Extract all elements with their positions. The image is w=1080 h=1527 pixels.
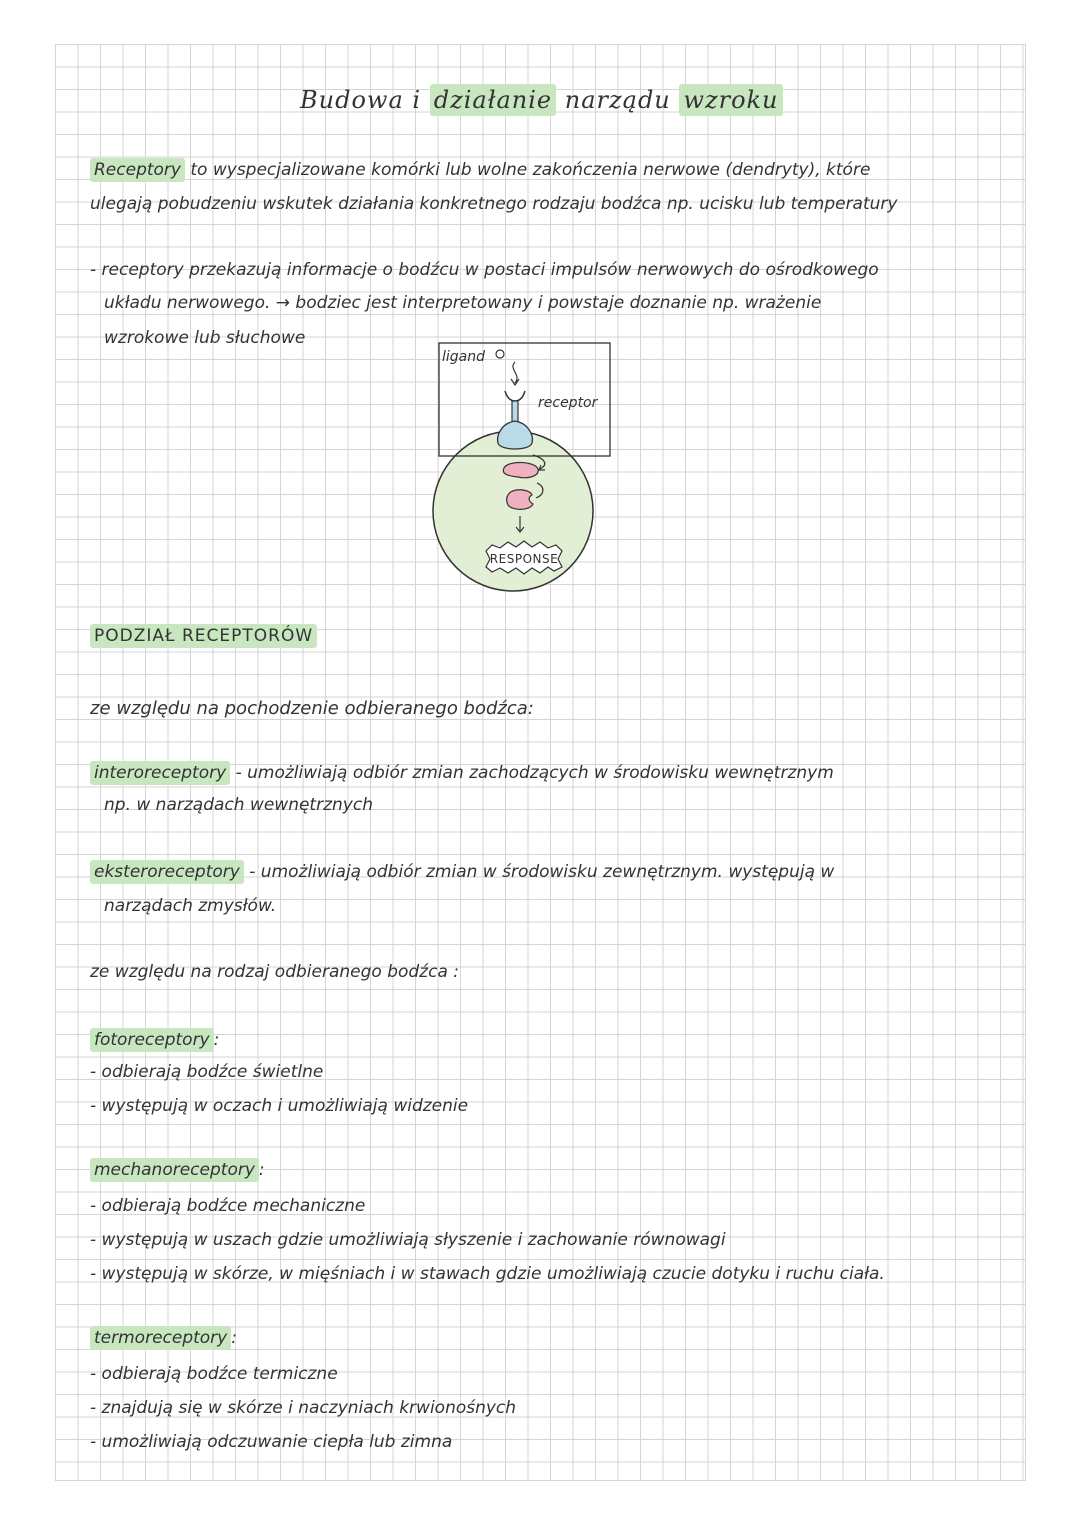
intro-line-2: ulegają pobudzeniu wskutek działania konkretnego rodzaju bodźca np. ucisku lub temperatury — [90, 194, 898, 214]
receptor-body — [498, 421, 533, 449]
term-interoreceptory: interoreceptory — [90, 761, 230, 785]
mechano-item-3: - występują w skórze, w mięśniach i w stawach gdzie umożliwiają czucie dotyku i ruchu ciała. — [90, 1264, 885, 1284]
origin-heading: ze względu na pochodzenie odbieranego bodźca: — [90, 698, 534, 719]
protein-2 — [507, 490, 534, 510]
section-heading-podzial — [90, 628, 317, 645]
receptor-arms — [505, 391, 525, 401]
intro-line-1-text: to wyspecjalizowane komórki lub wolne zakończenia nerwowe (dendryty), które — [190, 160, 871, 180]
term-termoreceptory: termoreceptory — [90, 1326, 231, 1350]
termo-colon: : — [231, 1328, 237, 1348]
term-fotoreceptory: fotoreceptory — [90, 1028, 214, 1052]
bullet-line-3: wzrokowe lub słuchowe — [104, 328, 306, 348]
term-eksteroreceptory: eksteroreceptory — [90, 860, 244, 884]
title-text-2: narządu — [556, 86, 680, 114]
receptor-diagram — [420, 335, 620, 615]
extero-line-1-text: - umożliwiają odbiór zmian w środowisku zewnętrznym. występują w — [249, 862, 835, 882]
title-highlight-2: wzroku — [679, 84, 782, 116]
mechano-heading — [90, 1162, 265, 1179]
intero-line-2: np. w narządach wewnętrznych — [104, 795, 373, 815]
response-label: RESPONSE — [489, 552, 559, 566]
termo-item-2: - znajdują się w skórze i naczyniach krwionośnych — [90, 1398, 517, 1418]
termo-item-3: - umożliwiają odczuwanie ciepła lub zimna — [90, 1432, 453, 1452]
term-mechanoreceptory: mechanoreceptory — [90, 1158, 259, 1182]
ligand-label: ligand — [442, 349, 486, 365]
termo-heading — [90, 1330, 237, 1347]
extero-line-2: narządach zmysłów. — [104, 896, 277, 916]
foto-item-1: - odbierają bodźce świetlne — [90, 1062, 324, 1082]
foto-colon: : — [213, 1030, 220, 1050]
intero-line-1 — [90, 765, 834, 782]
extero-line-1 — [90, 864, 834, 881]
term-receptory: Receptory — [90, 158, 185, 182]
foto-heading — [90, 1032, 219, 1049]
receptor-stalk — [512, 401, 518, 423]
termo-item-1: - odbierają bodźce termiczne — [90, 1364, 338, 1384]
page-title — [300, 88, 783, 112]
title-highlight-1: działanie — [430, 84, 556, 116]
ligand-arrowhead-icon — [511, 379, 519, 385]
mechano-item-1: - odbierają bodźce mechaniczne — [90, 1196, 366, 1216]
title-text-1: Budowa i — [300, 86, 430, 114]
intro-line-1 — [90, 162, 870, 179]
bullet-line-1: - receptory przekazują informacje o bodźcu w postaci impulsów nerwowych do ośrodkowego — [90, 260, 879, 280]
mechano-colon: : — [258, 1160, 265, 1180]
foto-item-2: - występują w oczach i umożliwiają widzenie — [90, 1096, 469, 1116]
type-heading: ze względu na rodzaj odbieranego bodźca : — [90, 962, 460, 982]
mechano-item-2: - występują w uszach gdzie umożliwiają słyszenie i zachowanie równowagi — [90, 1230, 726, 1250]
receptor-label: receptor — [538, 395, 598, 411]
intero-line-1-text: - umożliwiają odbiór zmian zachodzących w środowisku wewnętrznym — [235, 763, 834, 783]
bullet-line-2: układu nerwowego. → bodziec jest interpretowany i powstaje doznanie np. wrażenie — [104, 293, 822, 313]
ligand-icon — [496, 350, 504, 358]
ligand-arrow-icon — [513, 362, 517, 383]
protein-1 — [503, 462, 538, 477]
section-heading-text: PODZIAŁ RECEPTORÓW — [90, 624, 317, 648]
